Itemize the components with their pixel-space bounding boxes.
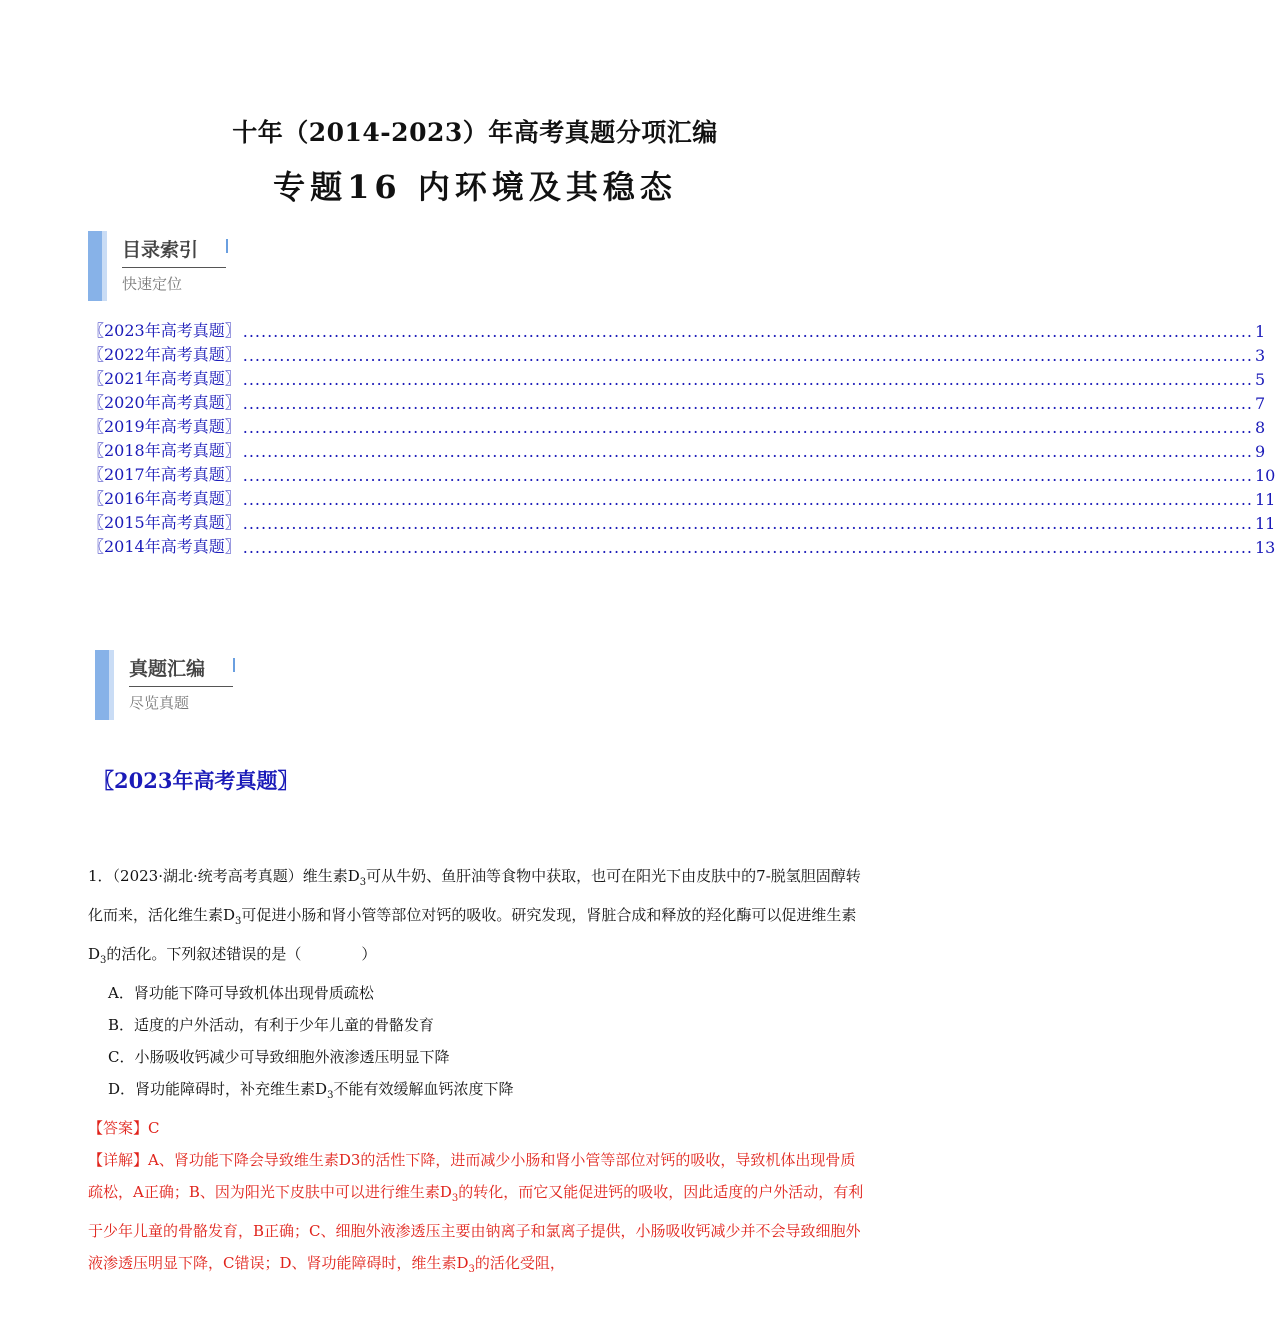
toc-entry-label: 〖2018年高考真题〗	[88, 441, 241, 460]
question-stem	[88, 860, 866, 977]
option-d	[88, 1073, 866, 1112]
document-title: 十年（2014-2023）年高考真题分项汇编	[232, 118, 718, 147]
toc-leader: ......................................................................................................................................................................	[242, 346, 1253, 365]
explanation-text: 【详解】A、肾功能下降会导致维生素D3的活性下降，进而减少小肠和肾小管等部位对钙的吸收，导致机体出现骨质疏松，A正确；B、因为阳光下皮肤中可以进行维生素D	[88, 1151, 856, 1201]
toc-entry-page: 7	[1255, 394, 1266, 413]
subscript: 3	[468, 1264, 475, 1275]
toc-entry-2018[interactable]	[88, 437, 1266, 461]
toc-entry-label: 〖2023年高考真题〗	[88, 321, 241, 340]
option-c: C．小肠吸收钙减少可导致细胞外液渗透压明显下降	[108, 1048, 450, 1066]
toc-entry-2019[interactable]	[88, 413, 1266, 437]
badge-tick	[226, 239, 228, 253]
toc-leader: ......................................................................................................................................................................	[242, 322, 1253, 341]
toc-entry-page: 8	[1255, 418, 1266, 437]
toc-entry-page: 5	[1255, 370, 1266, 389]
badge-bar-shadow	[102, 231, 107, 301]
explanation	[88, 1144, 866, 1286]
collection-badge-title: 真题汇编	[129, 658, 206, 680]
option-text: 不能有效缓解血钙浓度下降	[333, 1080, 514, 1098]
toc-leader: ......................................................................................................................................................................	[242, 490, 1253, 509]
badge-underline	[129, 686, 233, 687]
badge-tick	[233, 658, 235, 672]
badge-bar	[95, 650, 109, 720]
subscript: 3	[327, 1090, 334, 1101]
toc-badge	[88, 231, 258, 301]
toc-leader: ......................................................................................................................................................................	[242, 514, 1253, 533]
question-1	[88, 860, 866, 1286]
stem-text: 1．（2023·湖北·统考高考真题）维生素D	[88, 867, 360, 885]
explanation-text: 的活化受阻，	[474, 1254, 565, 1272]
table-of-contents	[88, 317, 1275, 557]
badge-bar-shadow	[109, 650, 114, 720]
collection-badge	[95, 650, 265, 720]
toc-entry-page: 1	[1255, 322, 1266, 341]
option-b: B．适度的户外活动，有利于少年儿童的骨骼发育	[108, 1016, 435, 1034]
section-heading-2023: 〖2023年高考真题〗	[93, 768, 299, 793]
toc-entry-label: 〖2017年高考真题〗	[88, 465, 241, 484]
toc-entry-2023[interactable]	[88, 317, 1266, 341]
explanation-text: 的转化，而它又能促进钙的吸收，因此适度的户外活动，有利于少年儿童的骨骼发育，B正确；C、细胞外液渗透压主要由钠离子和氯离子提供，小肠吸收钙减少并不会导致细胞外液渗透压明显下降，C错误；D、肾功能障碍时，维生素D	[88, 1183, 864, 1272]
toc-entry-2014[interactable]	[88, 533, 1275, 557]
badge-bar	[88, 231, 102, 301]
subscript: 3	[100, 955, 107, 966]
option-text: D．肾功能障碍时，补充维生素D	[108, 1080, 328, 1098]
toc-entry-page: 9	[1255, 442, 1266, 461]
subscript: 3	[451, 1193, 459, 1204]
stem-text: 可从牛奶、鱼肝油等食物中获取，也可在阳光下由皮肤中的7-脱氢胆固醇转化而来，活化维生素D	[88, 867, 861, 924]
answer: 【答案】C	[88, 1119, 160, 1137]
toc-leader: ......................................................................................................................................................................	[242, 418, 1253, 437]
toc-entry-page: 11	[1255, 490, 1275, 509]
toc-leader: ......................................................................................................................................................................	[242, 466, 1253, 485]
toc-entry-2017[interactable]	[88, 461, 1275, 485]
toc-leader: ......................................................................................................................................................................	[242, 394, 1253, 413]
toc-leader: ......................................................................................................................................................................	[242, 370, 1253, 389]
toc-entry-page: 11	[1255, 514, 1275, 533]
subscript: 3	[359, 877, 367, 888]
toc-badge-title: 目录索引	[122, 239, 199, 261]
toc-entry-page: 13	[1255, 538, 1275, 557]
toc-entry-2020[interactable]	[88, 389, 1266, 413]
topic-title: 专题16 内环境及其稳态	[273, 168, 677, 206]
toc-entry-label: 〖2019年高考真题〗	[88, 417, 241, 436]
option-a: A．肾功能下降可导致机体出现骨质疏松	[108, 984, 374, 1002]
toc-entry-label: 〖2014年高考真题〗	[88, 537, 241, 556]
toc-entry-2015[interactable]	[88, 509, 1275, 533]
toc-entry-label: 〖2020年高考真题〗	[88, 393, 241, 412]
stem-text: 可促进小肠和肾小管等部位对钙的吸收。研究发现，肾脏合成和释放的羟化酶可以促进维生素D	[88, 906, 857, 963]
collection-badge-subtitle: 尽览真题	[129, 694, 190, 712]
stem-text: 的活化。下列叙述错误的是（ ）	[106, 945, 377, 963]
toc-entry-page: 3	[1255, 346, 1266, 365]
toc-entry-2021[interactable]	[88, 365, 1266, 389]
toc-entry-label: 〖2015年高考真题〗	[88, 513, 241, 532]
toc-leader: ......................................................................................................................................................................	[242, 538, 1253, 557]
toc-entry-2016[interactable]	[88, 485, 1275, 509]
toc-entry-2022[interactable]	[88, 341, 1266, 365]
toc-entry-label: 〖2016年高考真题〗	[88, 489, 241, 508]
toc-leader: ......................................................................................................................................................................	[242, 442, 1253, 461]
subscript: 3	[235, 916, 242, 927]
badge-underline	[122, 267, 226, 268]
toc-entry-label: 〖2021年高考真题〗	[88, 369, 241, 388]
toc-entry-page: 10	[1255, 466, 1275, 485]
toc-badge-subtitle: 快速定位	[122, 275, 183, 293]
toc-entry-label: 〖2022年高考真题〗	[88, 345, 241, 364]
